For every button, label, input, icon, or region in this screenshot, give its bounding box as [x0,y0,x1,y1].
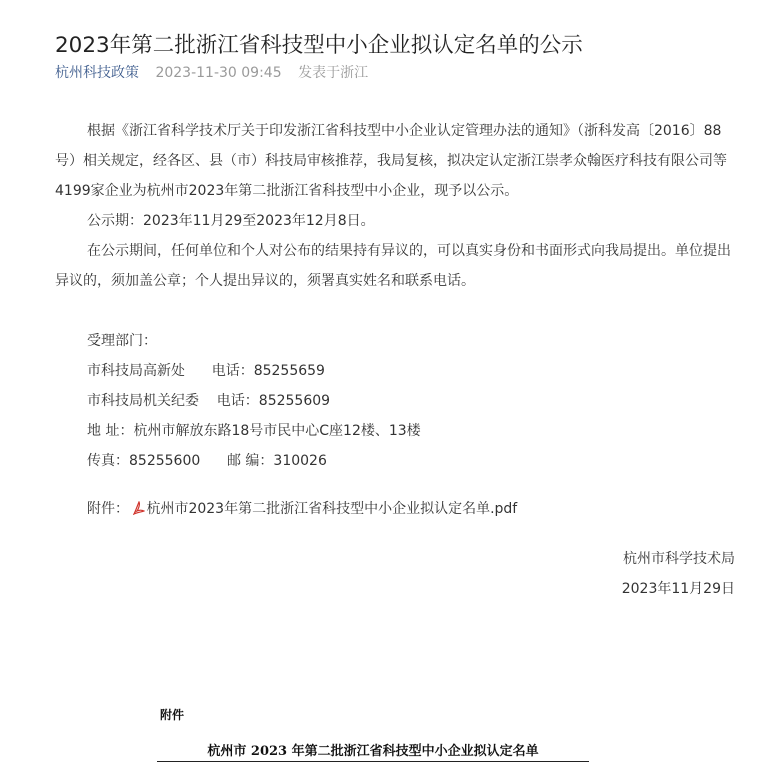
signature-org: 杭州市科学技术局 [623,551,735,567]
attachment-label: 附件： [87,501,129,517]
article-title: 2023年第二批浙江省科技型中小企业拟认定名单的公示 [55,33,583,59]
contact-dept-discipline: 市科技局机关纪委 电话：85255609 [87,393,331,409]
source-link[interactable]: 杭州科技政策 [55,65,139,81]
contact-dept-hightech: 市科技局高新处 电话：85255659 [87,363,325,379]
signature-date: 2023年11月29日 [621,581,735,597]
contact-address: 地 址：杭州市解放东路18号市民中心C座12楼、13楼 [87,423,421,439]
publish-time: 2023-11-30 09:45 [155,65,282,81]
publish-location: 发表于浙江 [298,65,369,81]
appendix-table-title: 杭州市 2023 年第二批浙江省科技型中小企业拟认定名单 [157,740,589,762]
attachment-filename[interactable]: 杭州市2023年第二批浙江省科技型中小企业拟认定名单.pdf [146,501,518,517]
body-paragraph: 公示期：2023年11月29至2023年12月8日。 [87,213,375,229]
article-body [55,116,735,604]
attachment-row [55,494,735,524]
article-meta [55,62,368,82]
body-paragraph: 根据《浙江省科学技术厅关于印发浙江省科技型中小企业认定管理办法的通知》（浙科发高〔2016〕88号）相关规定，经各区、县（市）科技局审核推荐，我局复核，拟决定认定浙江崇孝众翰医疗科技有限公司等4199家企业为杭州市2023年第二批浙江省科技型中小企业，现予以公示。 [55,123,727,199]
body-paragraph: 在公示期间，任何单位和个人对公布的结果持有异议的，可以真实身份和书面形式向我局提出。单位提出异议的，须加盖公章；个人提出异议的，须署真实姓名和联系电话。 [55,243,731,289]
contact-fax-zip: 传真：85255600 邮 编：310026 [87,453,327,469]
contact-heading: 受理部门： [87,333,157,349]
attachment-link[interactable] [133,501,517,517]
pdf-icon [133,501,145,515]
appendix-label: 附件 [160,708,185,722]
